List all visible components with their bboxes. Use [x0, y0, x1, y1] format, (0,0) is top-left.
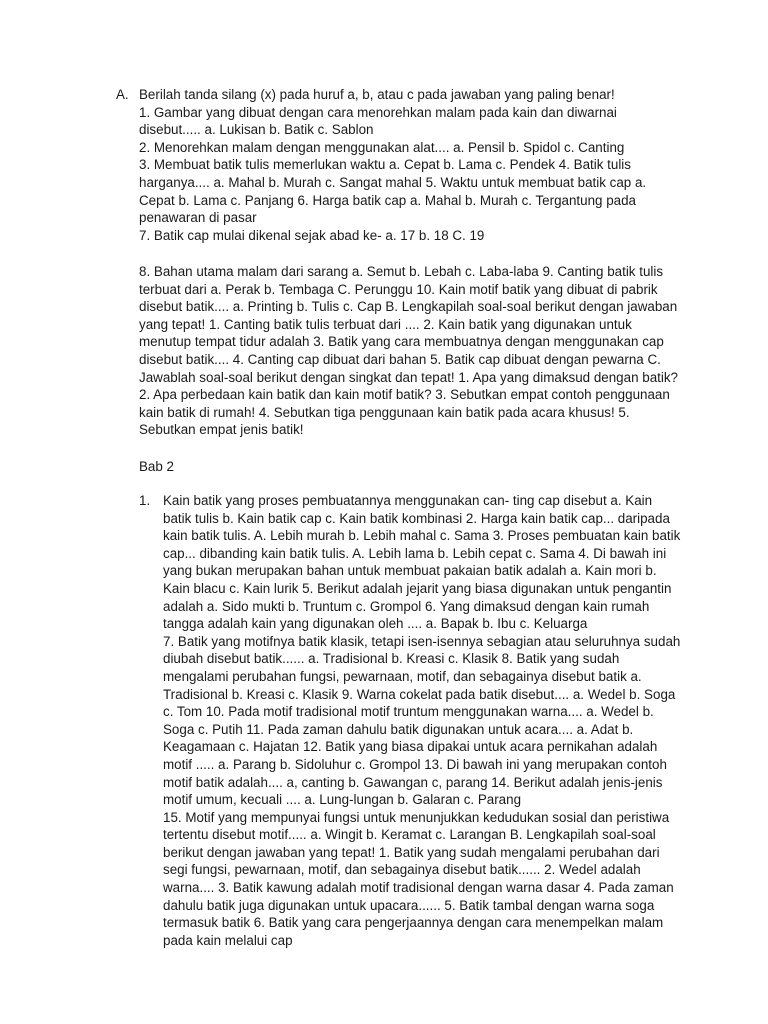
section-a-continued	[139, 263, 679, 439]
chapter-title: Bab 2	[139, 459, 174, 474]
question-paragraph: 8. Bahan utama malam dari sarang a. Semut b. Lebah c. Laba-laba 9. Canting batik tulis terbuat dari a. Perak b. Tembaga C. Perunggu 10. Kain motif batik yang dibuat di pabrik disebut batik.... a. Printing b. Tulis c. Cap B. Lengkapilah soal-soal berikut dengan jawaban yang tepat! 1. Canting batik tulis terbuat dari .... 2. Kain batik yang digunakan untuk menutup tempat tidur adalah 3. Batik yang cara membuatnya dengan menggunakan cap disebut batik.... 4. Canting cap dibuat dari bahan 5. Batik cap dibuat dengan pewarna C. Jawablah soal-soal berikut dengan singkat dan tepat! 1. Apa yang dimaksud dengan batik? 2. Apa perbedaan kain batik dan kain motif batik? 3. Sebutkan empat contoh penggunaan kain batik di rumah! 4. Sebutkan tiga penggunaan kain batik pada acara khusus! 5. Sebutkan empat jenis batik!	[139, 264, 678, 438]
question-paragraph: 1. Gambar yang dibuat dengan cara menorehkan malam pada kain dan diwarnai disebut..... a. Lukisan b. Batik c. Sablon	[139, 104, 617, 138]
section-a-block	[139, 86, 679, 244]
question-paragraph: 3. Membuat batik tulis memerlukan waktu a. Cepat b. Lama c. Pendek 4. Batik tulis harganya.... a. Mahal b. Murah c. Sangat mahal 5. Waktu untuk membuat batik cap a. Cepat b. Lama c. Panjang 6. Harga batik cap a. Mahal b. Murah c. Tergantung pada penawaran di pasar	[139, 157, 647, 226]
question-paragraph: 2. Menorehkan malam dengan menggunakan alat.... a. Pensil b. Spidol c. Canting	[139, 139, 625, 155]
question-paragraph: 7. Batik yang motifnya batik klasik, tetapi isen-isennya sebagian atau seluruhnya sudah diubah disebut batik...... a. Tradisional b. Kreasi c. Klasik 8. Batik yang sudah mengalami perubahan fungsi, pewarnaan, motif, dan sebagainya disebut batik a. Tradisional b. Kreasi c. Klasik 9. Warna cokelat pada batik disebut.... a. Wedel b. Soga c. Tom 10. Pada motif tradisional motif truntum menggunakan warna.... a. Wedel b. Soga c. Putih 11. Pada zaman dahulu batik digunakan untuk acara.... a. Adat b. Keagamaan c. Hajatan 12. Batik yang biasa dipakai untuk acara pernikahan adalah motif ..... a. Parang b. Sidoluhur c. Grompol 13. Di bawah ini yang merupakan contoh motif batik adalah.... a, canting b. Gawangan c, parang 14. Berikut adalah jenis-jenis motif umum, kecuali .... a. Lung-lungan b. Galaran c. Parang	[163, 633, 681, 808]
question-paragraph: 7. Batik cap mulai dikenal sejak abad ke- a. 17 b. 18 C. 19	[139, 227, 485, 243]
section-a-instruction: Berilah tanda silang (x) pada huruf a, b, atau c pada jawaban yang paling benar!	[139, 87, 615, 102]
list-marker: 1.	[139, 493, 151, 508]
chapter-body	[163, 492, 683, 949]
chapter-heading	[139, 458, 679, 476]
question-paragraph: Kain batik yang proses pembuatannya menggunakan can- ting cap disebut a. Kain batik tulis b. Kain batik cap c. Kain batik kombinasi 2. Harga kain batik cap... daripada kain batik tulis. A. Lebih murah b. Lebih mahal c. Sama 3. Proses pembuatan kain batik cap... dibanding kain batik tulis. A. Lebih lama b. Lebih cepat c. Sama 4. Di bawah ini yang bukan merupakan bahan untuk membuat pakaian batik adalah a. Kain mori b. Kain blacu c. Kain lurik 5. Berikut adalah jejarit yang biasa digunakan untuk pengantin adalah a. Sido mukti b. Truntum c. Grompol 6. Yang dimaksud dengan kain rumah tangga adalah kain yang digunakan oleh .... a. Bapak b. Ibu c. Keluarga	[163, 493, 681, 632]
section-a-marker: A.	[116, 87, 129, 102]
question-paragraph: 15. Motif yang mempunyai fungsi untuk menunjukkan kedudukan sosial dan peristiwa tertentu disebut motif..... a. Wingit b. Keramat c. Larangan B. Lengkapilah soal-soal berikut dengan jawaban yang tepat! 1. Batik yang sudah mengalami perubahan dari segi fungsi, pewarnaan, motif, dan sebagainya disebut batik...... 2. Wedel adalah warna.... 3. Batik kawung adalah motif tradisional dengan warna dasar 4. Pada zaman dahulu batik juga digunakan untuk upacara...... 5. Batik tambal dengan warna soga termasuk batik 6. Batik yang cara pengerjaannya dengan cara menempelkan malam pada kain melalui cap	[163, 809, 674, 948]
